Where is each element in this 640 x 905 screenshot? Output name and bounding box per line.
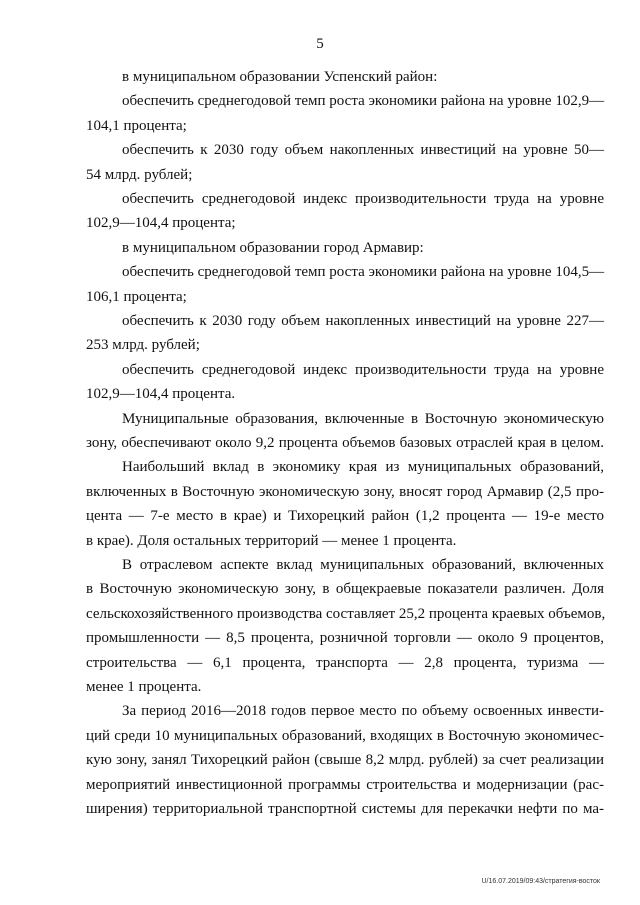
text-line: 104,1 процента; [86,117,187,134]
text-line: 54 млрд. рублей; [86,166,193,183]
text-line: обеспечить среднегодовой индекс производительности труда на уровне [122,191,604,207]
text-line: в крае). Доля остальных территорий — менее 1 процента. [86,532,457,549]
text-line: ций среди 10 муниципальных образований, входящих в Восточную экономичес- [86,727,604,744]
text-line: промышленности — 8,5 процента, розничной торговли — около 9 процентов, [86,630,604,647]
text-line: в муниципальном образовании город Армавир: [122,239,424,256]
text-line: цента — 7-е место в крае) и Тихорецкий район (1,2 процента — 19-е место [86,508,604,525]
footer-stamp: U/16.07.2019/09:43/стратегия-восток [481,878,600,885]
text-line: обеспечить среднегодовой темп роста экономики района на уровне 102,9— [122,93,605,110]
text-line: обеспечить среднегодовой индекс производительности труда на уровне [122,361,604,378]
text-line: обеспечить к 2030 году объем накопленных инвестиций на уровне 227— [122,313,604,329]
text-line: в муниципальном образовании Успенский район: [122,69,438,85]
text-line: 102,9—104,4 процента; [86,215,236,232]
text-line: обеспечить среднегодовой темп роста экономики района на уровне 104,5— [122,264,605,281]
text-line: Муниципальные образования, включенные в Восточную экономическую [122,410,604,427]
text-line: мероприятий инвестиционной программы строительства и модернизации (рас- [86,776,604,793]
text-line: сельскохозяйственного производства составляет 25,2 процента краевых объемов, [86,605,606,622]
text-line: Наибольший вклад в экономику края из муниципальных образований, [122,459,604,476]
text-line: 102,9—104,4 процента. [86,386,236,403]
text-line: менее 1 процента. [86,679,202,695]
text-line: кую зону, занял Тихорецкий район (свыше 8,2 млрд. рублей) за счет реализации [86,752,604,769]
text-line: За период 2016—2018 годов первое место по объему освоенных инвести- [122,703,604,720]
text-line: строительства — 6,1 процента, транспорта — 2,8 процента, туризма — [86,654,604,671]
text-line: В отраслевом аспекте вклад муниципальных образований, включенных [122,557,604,573]
text-line: 253 млрд. рублей; [86,337,200,354]
text-line: зону, обеспечивают около 9,2 процента объемов базовых отраслей края в целом. [86,435,604,451]
text-line: 106,1 процента; [86,288,187,305]
text-line: в Восточную экономическую зону, в общекраевые показатели различен. Доля [86,581,604,598]
text-line: включенных в Восточную экономическую зону, вносят город Армавир (2,5 про- [86,483,604,500]
text-line: обеспечить к 2030 году объем накопленных инвестиций на уровне 50— [122,142,604,159]
text-line: ширения) территориальной транспортной системы для перекачки нефти по ма- [86,801,604,817]
page-number: 5 [316,36,324,52]
